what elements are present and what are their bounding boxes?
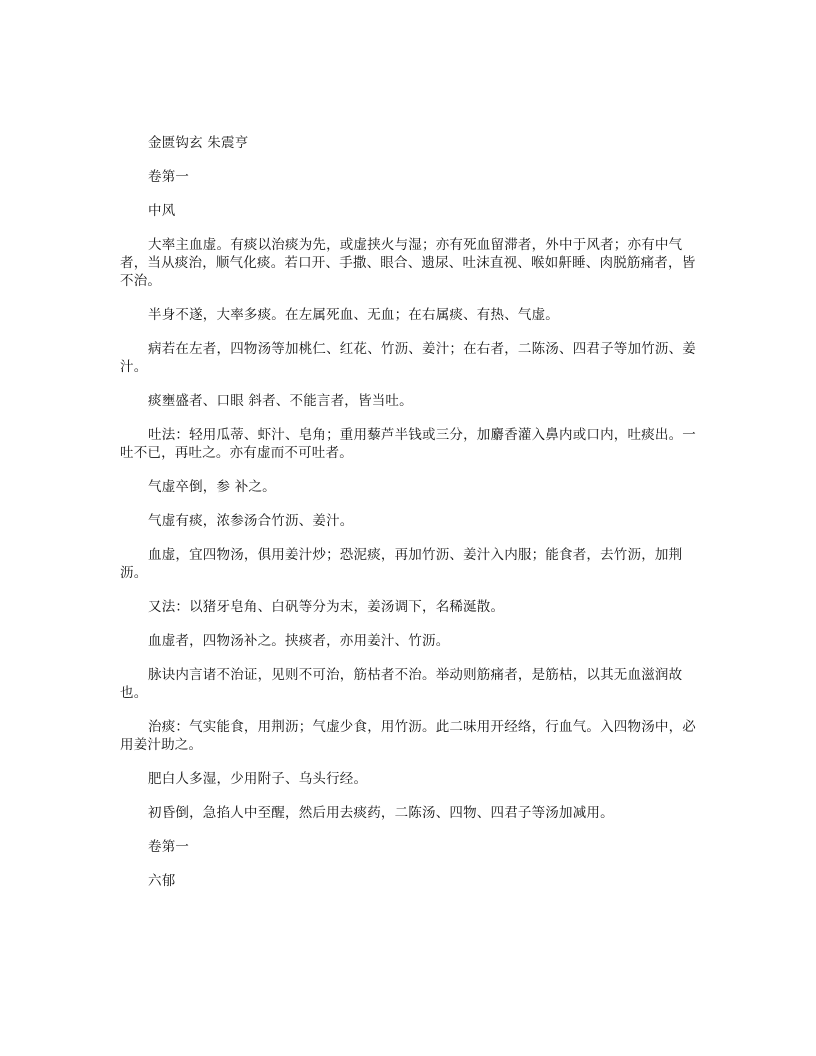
paragraph: 血虚者，四物汤补之。挟痰者，亦用姜汁、竹沥。 bbox=[148, 633, 450, 649]
paragraph: 脉诀内言诸不治证，见则不可治，筋枯者不治。举动则筋痛者，是筋枯，以其无血滋润故也。 bbox=[120, 667, 683, 701]
paragraph: 吐法：轻用瓜蒂、虾汁、皂角；重用藜芦半钱或三分，加麝香灌入鼻内或口内，吐痰出。一吐不已，再吐之。亦有虚而不可吐者。 bbox=[120, 427, 696, 461]
volume-heading: 卷第一 bbox=[148, 839, 190, 855]
section-heading-liuyu: 六郁 bbox=[148, 873, 176, 889]
paragraph: 血虚，宜四物汤，俱用姜汁炒；恐泥痰，再加竹沥、姜汁入内服；能食者，去竹沥，加荆沥。 bbox=[120, 547, 683, 581]
book-title-author: 金匮钩玄 朱震亨 bbox=[148, 135, 249, 151]
document-body bbox=[120, 134, 700, 906]
paragraph: 气虚有痰，浓参汤合竹沥、姜汁。 bbox=[148, 513, 354, 529]
section-heading-zhongfeng: 中风 bbox=[148, 203, 176, 219]
paragraph: 气虚卒倒，参 补之。 bbox=[148, 479, 276, 495]
paragraph: 又法：以猪牙皂角、白矾等分为末，姜汤调下，名稀涎散。 bbox=[148, 599, 505, 615]
paragraph: 肥白人多湿，少用附子、乌头行经。 bbox=[148, 771, 368, 787]
paragraph: 大率主血虚。有痰以治痰为先，或虚挟火与湿；亦有死血留滞者，外中于风者；亦有中气者，当从痰治，顺气化痰。若口开、手撒、眼合、遗尿、吐沫直视、喉如鼾睡、肉脱筋痛者，皆不治。 bbox=[120, 237, 696, 289]
paragraph: 治痰：气实能食，用荆沥；气虚少食，用竹沥。此二味用开经络，行血气。入四物汤中，必用姜汁助之。 bbox=[120, 719, 696, 753]
paragraph: 初昏倒，急掐人中至醒，然后用去痰药，二陈汤、四物、四君子等汤加减用。 bbox=[148, 805, 614, 821]
paragraph: 半身不遂，大率多痰。在左属死血、无血；在右属痰、有热、气虚。 bbox=[148, 307, 559, 323]
paragraph: 痰壅盛者、口眼 斜者、不能言者，皆当吐。 bbox=[148, 393, 413, 409]
volume-heading: 卷第一 bbox=[148, 169, 190, 185]
paragraph: 病若在左者，四物汤等加桃仁、红花、竹沥、姜汁；在右者，二陈汤、四君子等加竹沥、姜汁。 bbox=[120, 341, 696, 375]
